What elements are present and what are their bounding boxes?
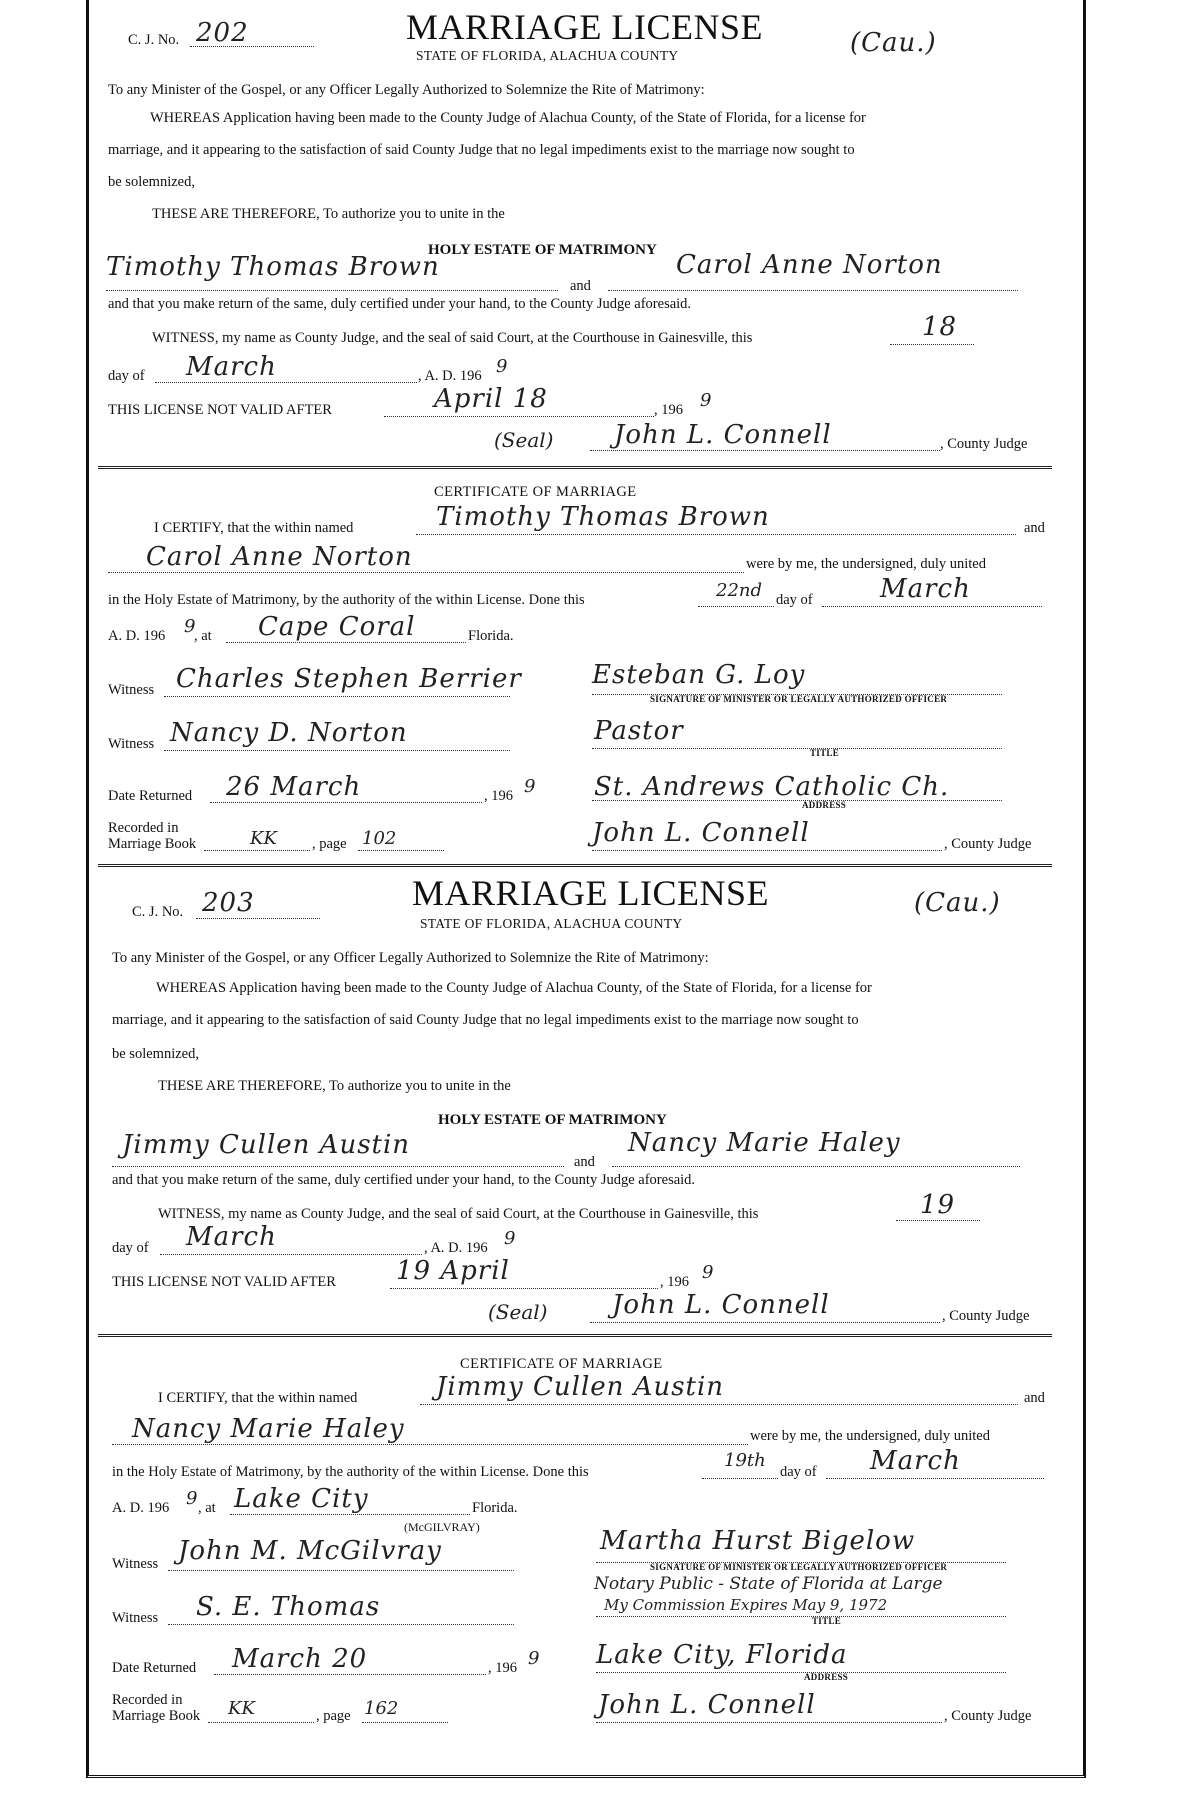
officer-signature: Esteban G. Loy <box>592 660 806 690</box>
officer-title: Notary Public - State of Florida at Large <box>594 1574 943 1594</box>
cert-year-digit: 9 <box>186 1488 198 1509</box>
officer-caption: SIGNATURE OF MINISTER OR LEGALLY AUTHORIZED OFFICER <box>650 694 948 704</box>
whereas-line-2: marriage, and it appearing to the satisfaction of said County Judge that no legal impediments exist to the marriage now sought to <box>108 142 855 158</box>
cert-year-digit: 9 <box>184 616 196 637</box>
issue-day: 19 <box>920 1190 956 1220</box>
cert-month: March <box>880 574 971 604</box>
whereas-line-3: be solemnized, <box>112 1046 199 1062</box>
judge-signature: John L. Connell <box>612 1290 830 1320</box>
cert-holy-line: in the Holy Estate of Matrimony, by the authority of the within License. Done this <box>108 592 585 608</box>
issue-year-digit: 9 <box>504 1228 516 1249</box>
page-label: , page <box>312 836 347 852</box>
expiry-year-label: , 196 <box>654 402 683 418</box>
ad-label: , A. D. 196 <box>418 368 482 384</box>
cert-certify-line: I CERTIFY, that the within named <box>154 520 354 536</box>
address-caption: ADDRESS <box>804 1672 849 1682</box>
title-caption: TITLE <box>812 1616 842 1626</box>
day-of-label: day of <box>112 1240 149 1256</box>
recorder-county-judge: , County Judge <box>944 836 1032 852</box>
county-judge-label: , County Judge <box>940 436 1028 452</box>
seal-mark: (Seal) <box>494 428 554 452</box>
cert-day-of: day of <box>780 1464 817 1480</box>
license-title: MARRIAGE LICENSE <box>412 873 769 913</box>
officer-address: St. Andrews Catholic Ch. <box>594 772 950 802</box>
cert-ad: A. D. 196 <box>112 1500 170 1516</box>
day-of-label: day of <box>108 368 145 384</box>
cj-label: C. J. No. <box>132 904 184 920</box>
county-judge-label: , County Judge <box>942 1308 1030 1324</box>
page-value: 162 <box>364 1698 399 1719</box>
witness-1-signature: Charles Stephen Berrier <box>176 664 522 694</box>
returned-year-digit: 9 <box>528 1648 540 1669</box>
witness-2-signature: Nancy D. Norton <box>170 718 408 748</box>
return-line: and that you make return of the same, duly certified under your hand, to the County Judge aforesaid. <box>108 296 692 312</box>
whereas-line-2: marriage, and it appearing to the satisfaction of said County Judge that no legal impediments exist to the marriage now sought to <box>112 1012 859 1028</box>
bride-name: Carol Anne Norton <box>676 250 943 280</box>
cert-state: Florida. <box>468 628 514 644</box>
certificate-title: CERTIFICATE OF MARRIAGE <box>460 1356 663 1372</box>
cert-place: Cape Coral <box>258 612 416 642</box>
title-caption: TITLE <box>810 748 840 758</box>
witness-label-2: Witness <box>108 736 155 752</box>
holy-estate-heading: HOLY ESTATE OF MATRIMONY <box>428 242 657 258</box>
cert-ad: A. D. 196 <box>108 628 166 644</box>
cert-month: March <box>870 1446 961 1476</box>
bride-name: Nancy Marie Haley <box>628 1128 901 1158</box>
cert-at: , at <box>198 1500 216 1516</box>
license-subtitle: STATE OF FLORIDA, ALACHUA COUNTY <box>420 916 683 931</box>
seal-mark: (Seal) <box>488 1300 548 1324</box>
cert-groom: Timothy Thomas Brown <box>436 502 770 532</box>
cert-united-line: were by me, the undersigned, duly united <box>750 1428 990 1444</box>
cert-place: Lake City <box>234 1484 369 1514</box>
cert-day: 19th <box>724 1450 766 1471</box>
certificate-title: CERTIFICATE OF MARRIAGE <box>434 484 637 500</box>
witness-label-1: Witness <box>112 1556 159 1572</box>
cert-bride: Nancy Marie Haley <box>132 1414 405 1444</box>
returned-year-digit: 9 <box>524 776 536 797</box>
expiry-year-digit: 9 <box>700 390 712 411</box>
not-valid-label: THIS LICENSE NOT VALID AFTER <box>108 402 332 418</box>
not-valid-label: THIS LICENSE NOT VALID AFTER <box>112 1274 336 1290</box>
expiry-date: April 18 <box>434 384 548 414</box>
marriage-book-label: Marriage Book <box>112 1708 201 1724</box>
cj-label: C. J. No. <box>128 32 180 48</box>
cert-bride: Carol Anne Norton <box>146 542 413 572</box>
cert-certify-line: I CERTIFY, that the within named <box>158 1390 358 1406</box>
holy-estate-heading: HOLY ESTATE OF MATRIMONY <box>438 1112 667 1128</box>
expiry-year-label: , 196 <box>660 1274 689 1290</box>
returned-year-label: , 196 <box>488 1660 517 1676</box>
whereas-line-1: WHEREAS Application having been made to the County Judge of Alachua County, of the State of Florida, for a license for <box>150 110 866 126</box>
date-returned: March 20 <box>232 1644 368 1674</box>
recorded-in-label: Recorded in <box>108 820 179 836</box>
judge-signature: John L. Connell <box>614 420 832 450</box>
witness-1-signature: John M. McGilvray <box>178 1536 442 1566</box>
recorded-in-label: Recorded in <box>112 1692 183 1708</box>
cert-groom: Jimmy Cullen Austin <box>436 1372 725 1402</box>
address-line: To any Minister of the Gospel, or any Officer Legally Authorized to Solemnize the Rite of Matrimony: <box>108 82 705 98</box>
issue-day: 18 <box>922 312 958 342</box>
cert-united-line: were by me, the undersigned, duly united <box>746 556 986 572</box>
whereas-line-3: be solemnized, <box>108 174 195 190</box>
witness-1-note: (McGILVRAY) <box>404 1520 480 1534</box>
expiry-date: 19 April <box>396 1256 510 1286</box>
returned-year-label: , 196 <box>484 788 513 804</box>
officer-title-2: My Commission Expires May 9, 1972 <box>604 1596 888 1614</box>
witness-label-1: Witness <box>108 682 155 698</box>
address-caption: ADDRESS <box>802 800 847 810</box>
therefore-line: THESE ARE THEREFORE, To authorize you to unite in the <box>152 206 505 222</box>
issue-year-digit: 9 <box>496 356 508 377</box>
cert-and: and <box>1024 520 1045 536</box>
date-returned-label: Date Returned <box>108 788 193 804</box>
cert-day: 22nd <box>716 580 763 601</box>
marriage-book-label: Marriage Book <box>108 836 197 852</box>
date-returned: 26 March <box>226 772 362 802</box>
officer-caption: SIGNATURE OF MINISTER OR LEGALLY AUTHORIZED OFFICER <box>650 1562 948 1572</box>
issue-month: March <box>186 352 277 382</box>
groom-name: Jimmy Cullen Austin <box>122 1130 411 1160</box>
cert-state: Florida. <box>472 1500 518 1516</box>
witness-line: WITNESS, my name as County Judge, and the seal of said Court, at the Courthouse in Gainesville, this <box>152 330 753 346</box>
officer-address: Lake City, Florida <box>596 1640 848 1670</box>
cert-at: , at <box>194 628 212 644</box>
return-line: and that you make return of the same, duly certified under your hand, to the County Judge aforesaid. <box>112 1172 696 1188</box>
officer-title: Pastor <box>594 716 684 746</box>
recorder-county-judge: , County Judge <box>944 1708 1032 1724</box>
page-value: 102 <box>362 828 397 849</box>
cj-number: 202 <box>196 18 249 48</box>
cert-and: and <box>1024 1390 1045 1406</box>
book-value: KK <box>250 828 277 849</box>
license-title: MARRIAGE LICENSE <box>406 7 763 47</box>
issue-month: March <box>186 1222 277 1252</box>
license-subtitle: STATE OF FLORIDA, ALACHUA COUNTY <box>416 48 679 63</box>
expiry-year-digit: 9 <box>702 1262 714 1283</box>
and-word: and <box>570 278 591 294</box>
cert-day-of: day of <box>776 592 813 608</box>
recorder-signature: John L. Connell <box>592 818 810 848</box>
therefore-line: THESE ARE THEREFORE, To authorize you to unite in the <box>158 1078 511 1094</box>
cj-number: 203 <box>202 888 255 918</box>
cert-holy-line: in the Holy Estate of Matrimony, by the authority of the within License. Done this <box>112 1464 589 1480</box>
address-line: To any Minister of the Gospel, or any Officer Legally Authorized to Solemnize the Rite of Matrimony: <box>112 950 709 966</box>
whereas-line-1: WHEREAS Application having been made to the County Judge of Alachua County, of the State of Florida, for a license for <box>156 980 872 996</box>
ad-label: , A. D. 196 <box>424 1240 488 1256</box>
book-value: KK <box>228 1698 255 1719</box>
page-label: , page <box>316 1708 351 1724</box>
recorder-signature: John L. Connell <box>598 1690 816 1720</box>
witness-line: WITNESS, my name as County Judge, and the seal of said Court, at the Courthouse in Gainesville, this <box>158 1206 759 1222</box>
date-returned-label: Date Returned <box>112 1660 197 1676</box>
officer-signature: Martha Hurst Bigelow <box>600 1526 916 1556</box>
corner-note: (Cau.) <box>914 888 1001 918</box>
groom-name: Timothy Thomas Brown <box>106 252 440 282</box>
and-word: and <box>574 1154 595 1170</box>
witness-label-2: Witness <box>112 1610 159 1626</box>
corner-note: (Cau.) <box>850 28 937 58</box>
witness-2-signature: S. E. Thomas <box>196 1592 381 1622</box>
